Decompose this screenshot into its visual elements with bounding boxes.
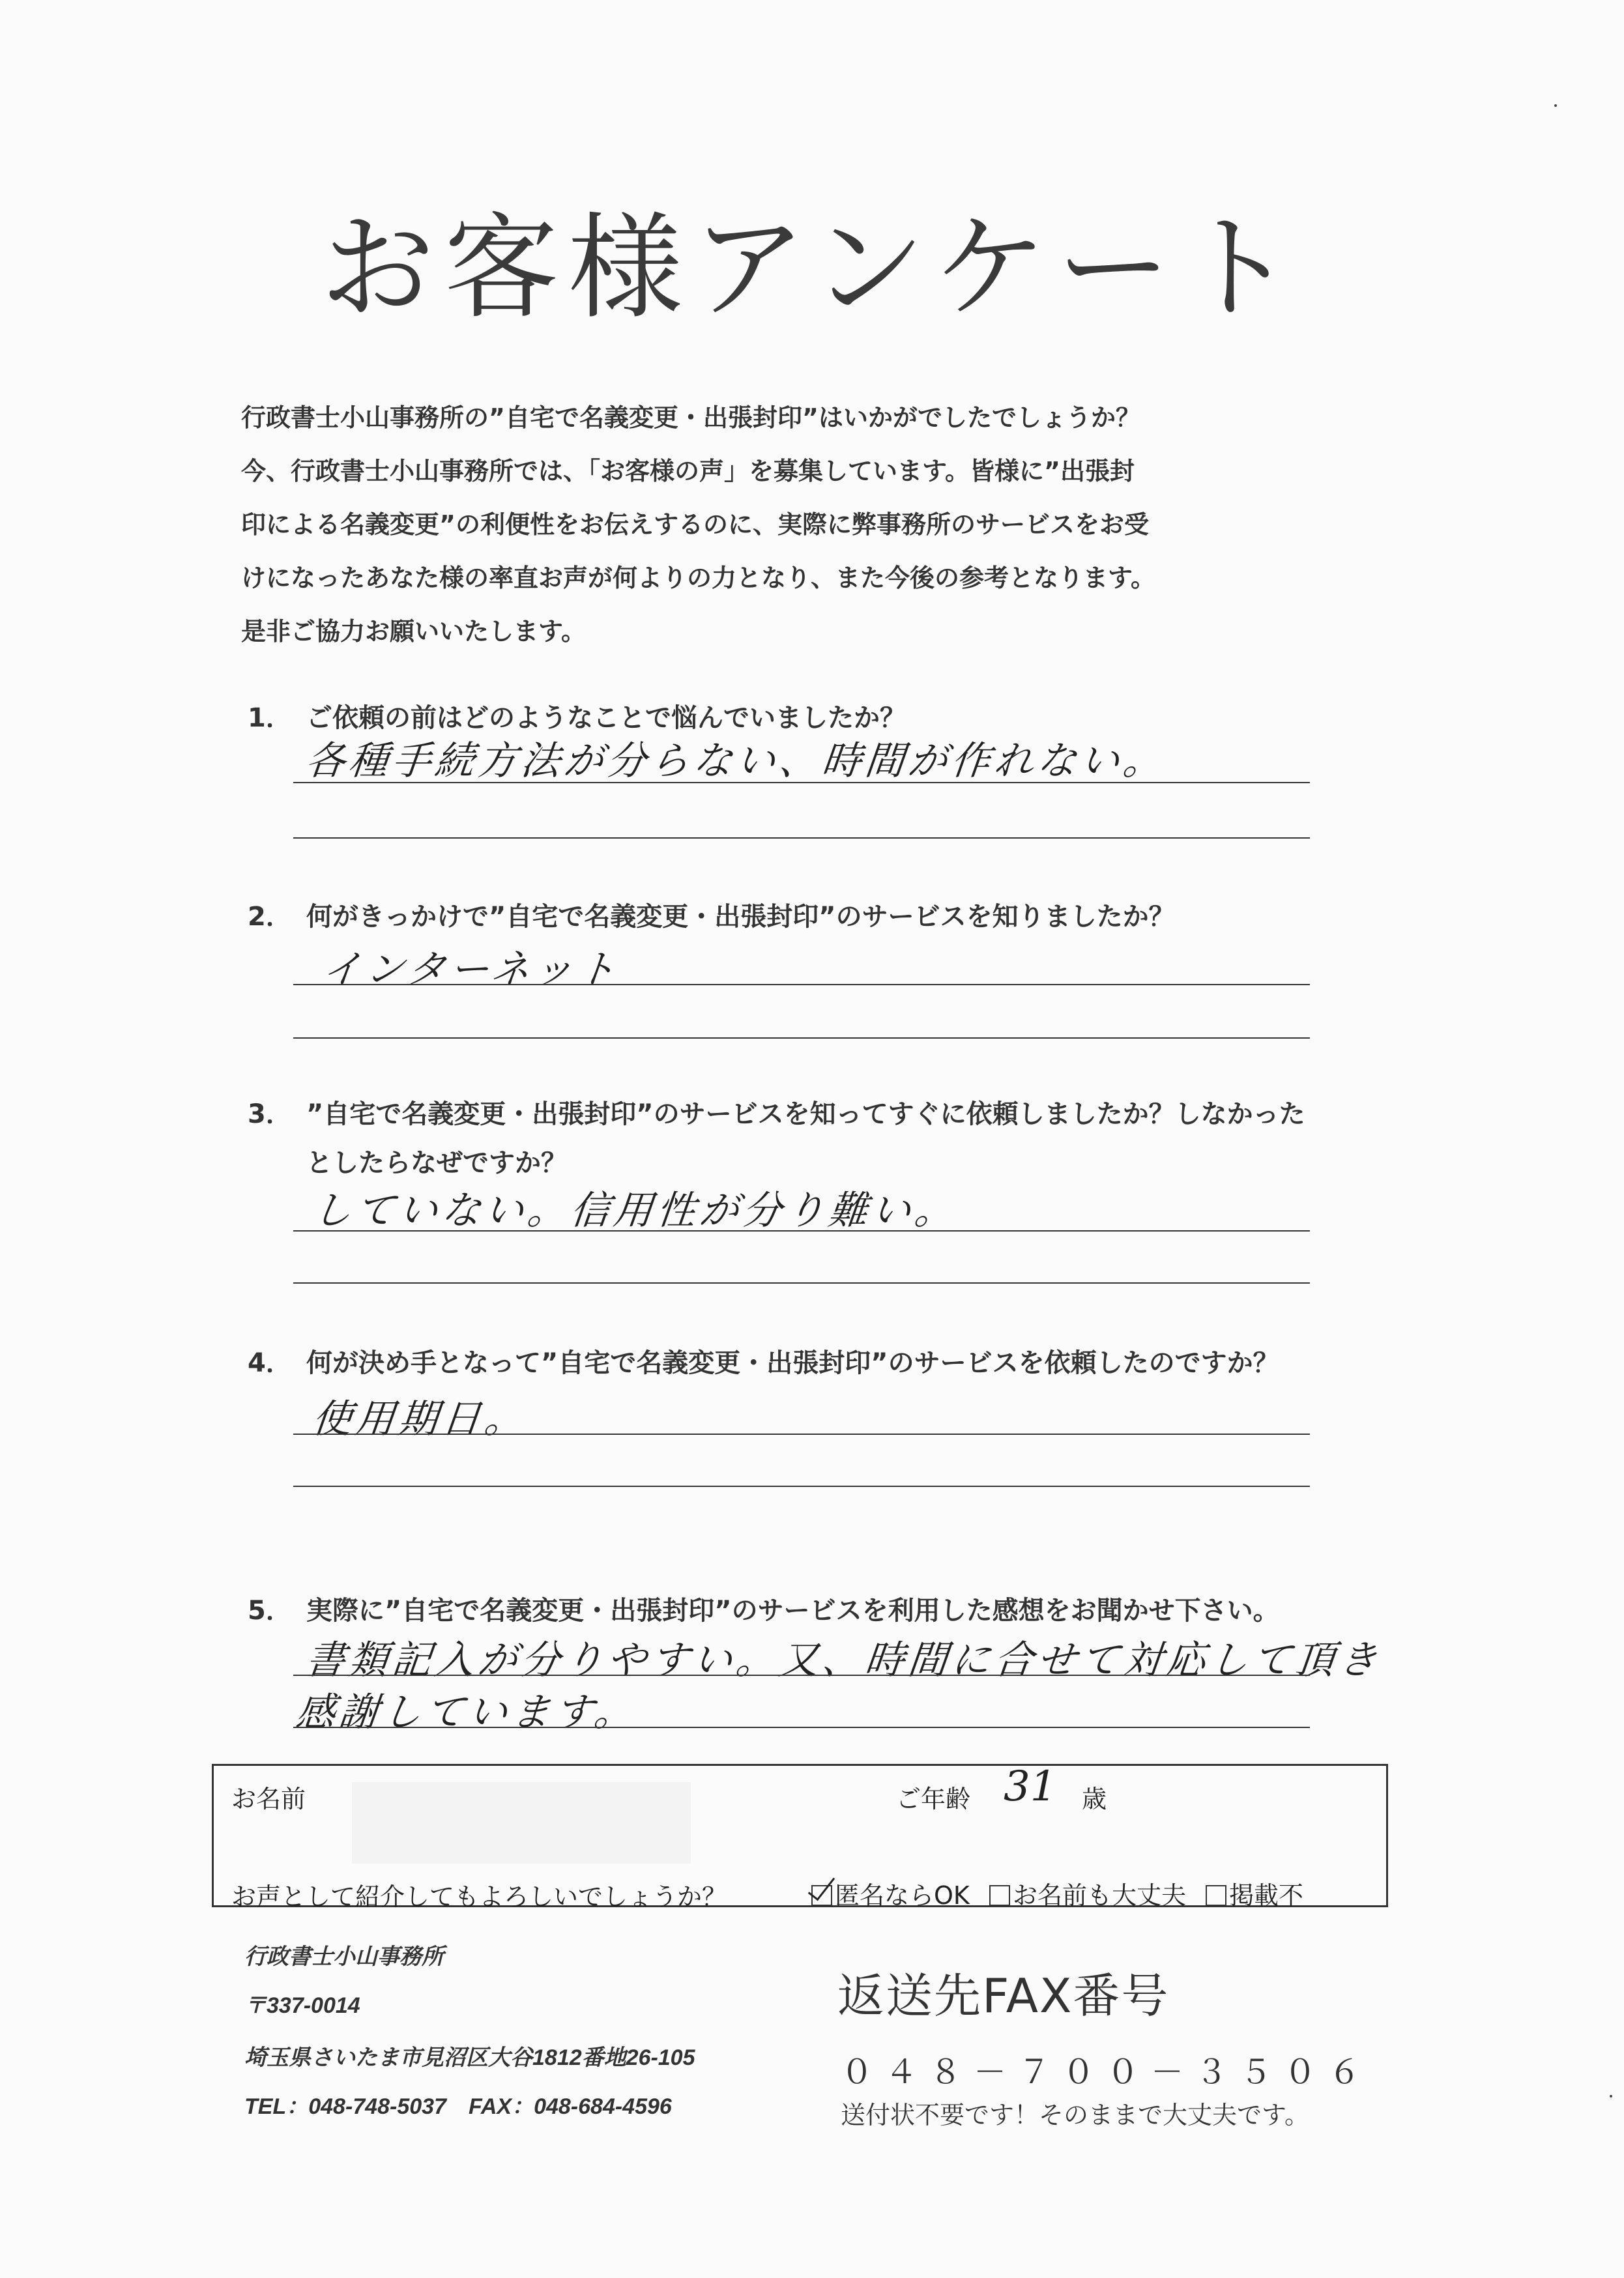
answer-line	[293, 837, 1310, 839]
page-title: お客様アンケート	[320, 201, 1304, 335]
answer-line	[293, 1037, 1310, 1039]
option-label: お名前も大丈夫	[1012, 1881, 1186, 1910]
intro-line: 是非ご協力お願いいたします。	[241, 617, 586, 646]
checkbox-decline[interactable]	[1206, 1885, 1226, 1906]
answer-5-line-1: 書類記入が分りやすい。又、時間に合せて対応して頂き	[303, 1637, 1384, 1683]
answer-line	[293, 1434, 1310, 1435]
answer-line	[293, 1486, 1310, 1487]
question-text: 何がきっかけで”自宅で名義変更・出張封印”のサービスを知りましたか？	[306, 902, 1175, 932]
office-contact: TEL：048-748-5037 FAX：048-684-4596	[244, 2094, 672, 2119]
option-label: 匿名ならOK	[835, 1881, 970, 1910]
answer-line	[293, 1282, 1310, 1284]
question-number: 5．	[248, 1596, 292, 1626]
answer-5-line-2: 感謝しています。	[293, 1690, 640, 1735]
age-label: ご年齢	[896, 1785, 971, 1813]
answer-3: していない。信用性が分り難い。	[310, 1188, 961, 1233]
option-anonymous[interactable]	[811, 1881, 978, 1910]
option-decline[interactable]	[1206, 1881, 1303, 1910]
option-name-ok[interactable]	[989, 1881, 1194, 1910]
question-number: 4．	[248, 1348, 292, 1378]
office-postal: 〒337-0014	[244, 1993, 360, 2018]
intro-line: けになったあなた様の率直お声が何よりの力となり、また今後の参考となります。	[241, 564, 1155, 592]
name-field[interactable]	[352, 1782, 691, 1864]
question-text: 何が決め手となって”自宅で名義変更・出張封印”のサービスを依頼したのですか？	[306, 1348, 1279, 1378]
answer-2: インターネット	[319, 947, 622, 992]
question-text: 実際に”自宅で名義変更・出張封印”のサービスを利用した感想をお聞かせ下さい。	[306, 1596, 1279, 1626]
age-field[interactable]: 31	[1004, 1763, 1057, 1811]
answer-4: 使用期日。	[310, 1396, 530, 1442]
fax-heading: 返送先FAX番号	[837, 1968, 1170, 2023]
fax-number: ０４８－７００－３５０６	[841, 2053, 1372, 2091]
question-number: 2．	[248, 902, 292, 932]
question-number: 1．	[248, 703, 292, 733]
scan-speck	[1610, 2095, 1612, 2098]
checkbox-name-ok[interactable]	[989, 1885, 1010, 1906]
answer-line	[293, 1230, 1310, 1232]
intro-line: 今、行政書士小山事務所では、「お客様の声」を募集しています。皆様に”出張封	[241, 457, 1135, 485]
office-name: 行政書士小山事務所	[244, 1944, 444, 1969]
question-text: ”自宅で名義変更・出張封印”のサービスを知ってすぐに依頼しましたか？しなかった	[306, 1099, 1305, 1129]
question-number: 3．	[248, 1099, 292, 1129]
checkbox-anonymous[interactable]	[811, 1885, 832, 1906]
answer-line	[293, 782, 1310, 783]
scan-speck	[1554, 104, 1557, 107]
consent-question: お声として紹介してもよろしいでしょうか？	[231, 1882, 727, 1911]
age-unit: 歳	[1082, 1785, 1107, 1813]
answer-line	[293, 1727, 1310, 1728]
intro-paragraph	[241, 391, 1414, 658]
fax-note: 送付状不要です！そのままで大丈夫です。	[841, 2101, 1309, 2129]
question-text: ご依頼の前はどのようなことで悩んでいましたか？	[306, 703, 906, 733]
answer-line	[293, 984, 1310, 985]
answer-1: 各種手続方法が分らない、時間が作れない。	[303, 738, 1169, 784]
consent-options	[811, 1875, 1303, 1911]
option-label: 掲載不	[1229, 1881, 1304, 1910]
intro-line: 印による名義変更”の利便性をお伝えするのに、実際に弊事務所のサービスをお受	[241, 510, 1149, 539]
office-address: 埼玉県さいたま市見沼区大谷1812番地26-105	[244, 2045, 695, 2070]
question-3-line-2: としたらなぜですか？	[306, 1148, 567, 1178]
name-label: お名前	[231, 1785, 306, 1813]
answer-line	[293, 1675, 1310, 1676]
intro-line: 行政書士小山事務所の”自宅で名義変更・出張封印”はいかがでしたでしょうか？	[241, 403, 1140, 432]
